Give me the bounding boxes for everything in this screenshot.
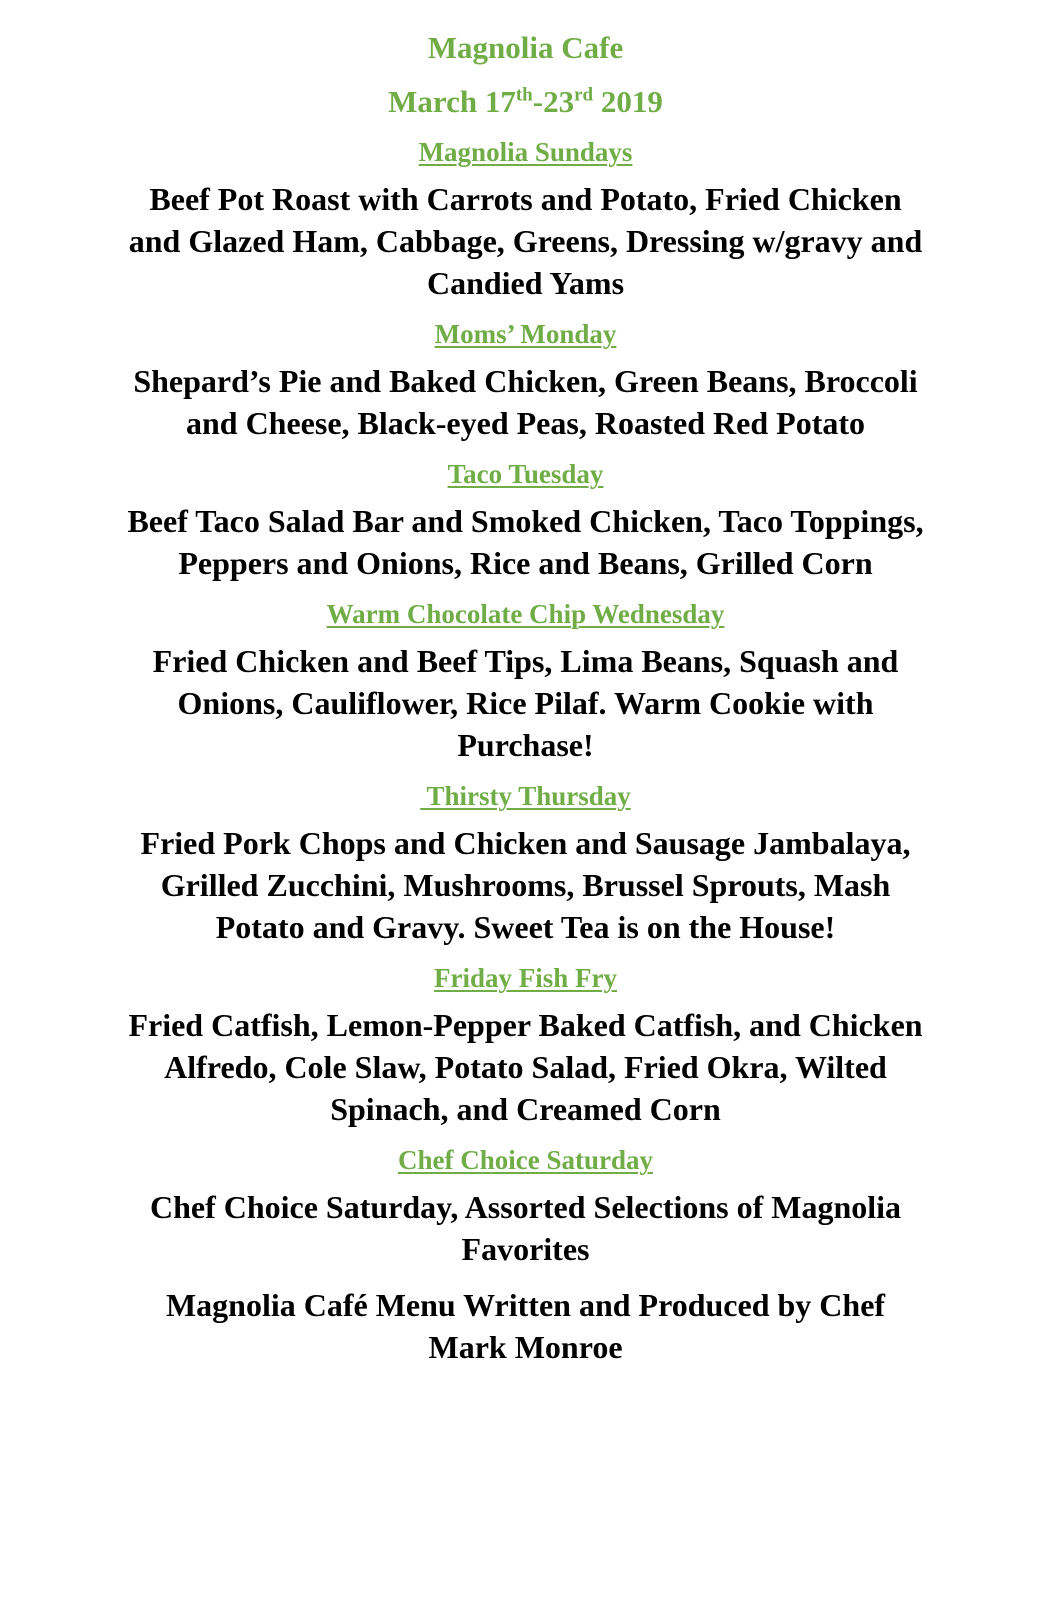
date-year: 2019	[593, 84, 663, 119]
date-start-suffix: th	[515, 84, 533, 106]
day-menu-sunday: Beef Pot Roast with Carrots and Potato, Fried Chicken and Glazed Ham, Cabbage, Greens, Dressing w/gravy and Candied Yams	[128, 181, 923, 301]
date-start: March 17	[388, 84, 516, 119]
day-heading-saturday: Chef Choice Saturday	[398, 1145, 653, 1175]
day-heading-thursday: Thirsty Thursday	[420, 781, 631, 811]
day-heading-tuesday: Taco Tuesday	[447, 459, 604, 489]
cafe-title: Magnolia Cafe	[427, 30, 624, 65]
day-menu-wednesday: Fried Chicken and Beef Tips, Lima Beans, Squash and Onions, Cauliflower, Rice Pilaf. Warm Cookie with Purchase!	[152, 643, 899, 763]
day-menu-thursday: Fried Pork Chops and Chicken and Sausage Jambalaya, Grilled Zucchini, Mushrooms, Brussel Sprouts, Mash Potato and Gravy. Sweet Tea is on the House!	[140, 825, 911, 945]
day-menu-friday: Fried Catfish, Lemon-Pepper Baked Catfish, and Chicken Alfredo, Cole Slaw, Potato Salad, Fried Okra, Wilted Spinach, and Creamed Corn	[128, 1007, 923, 1127]
date-end-suffix: rd	[574, 84, 594, 106]
day-menu-monday: Shepard’s Pie and Baked Chicken, Green Beans, Broccoli and Cheese, Black-eyed Peas, Roasted Red Potato	[133, 363, 918, 441]
day-heading-friday: Friday Fish Fry	[434, 963, 617, 993]
date-separator: -23	[532, 84, 575, 119]
menu-date-range	[0, 80, 1051, 124]
day-menu-saturday: Chef Choice Saturday, Assorted Selections of Magnolia Favorites	[149, 1189, 902, 1267]
day-heading-sunday: Magnolia Sundays	[418, 137, 633, 167]
day-heading-monday: Moms’ Monday	[434, 319, 617, 349]
day-heading-wednesday: Warm Chocolate Chip Wednesday	[326, 599, 725, 629]
day-menu-tuesday: Beef Taco Salad Bar and Smoked Chicken, Taco Toppings, Peppers and Onions, Rice and Beans, Grilled Corn	[127, 503, 924, 581]
menu-credit: Magnolia Café Menu Written and Produced by Chef Mark Monroe	[165, 1287, 886, 1365]
